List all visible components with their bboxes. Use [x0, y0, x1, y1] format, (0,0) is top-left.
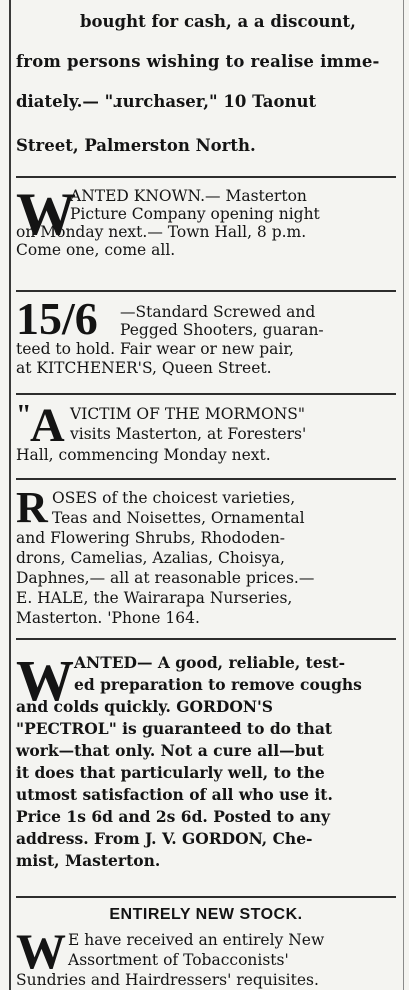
text-line: Pegged Shooters, guaran- [120, 321, 324, 339]
drop-cap: W [16, 181, 76, 247]
text-line: bought for cash, a a discount, [80, 12, 356, 31]
text-line: teed to hold. Fair wear or new pair, [16, 340, 294, 358]
text-line: it does that particularly well, to the [16, 763, 325, 782]
text-line: on Monday next.— Town Hall, 8 p.m. [16, 223, 307, 241]
ad-mormons [16, 398, 396, 476]
text-line: VICTIM OF THE MORMONS" [70, 405, 306, 423]
text-line: OSES of the choicest varieties, [52, 489, 296, 507]
text-line: Price 1s 6d and 2s 6d. Posted to any [16, 807, 330, 826]
text-line: diately.— "ɹurchaser," 10 Taonut [16, 92, 317, 111]
text-line: mist, Masterton. [16, 851, 161, 870]
divider [16, 638, 396, 640]
text-line: Hall, commencing Monday next. [16, 446, 271, 464]
drop-cap: W [16, 923, 66, 979]
text-line: ANTED KNOWN.— Masterton [70, 187, 307, 205]
text-line: drons, Camelias, Azalias, Choisya, [16, 549, 285, 567]
drop-cap: A [30, 399, 65, 452]
text-line: E. HALE, the Wairarapa Nurseries, [16, 589, 293, 607]
column-rule-right [403, 0, 404, 990]
text-line: Masterton. 'Phone 164. [16, 609, 200, 627]
text-line: Teas and Noisettes, Ornamental [52, 509, 305, 527]
text-line: at KITCHENER'S, Queen Street. [16, 359, 272, 377]
text-line: Picture Company opening night [70, 205, 320, 223]
text-line: from persons wishing to realise imme- [16, 52, 380, 71]
divider [16, 478, 396, 480]
text-line: Assortment of Tobacconists' [68, 951, 289, 969]
divider [16, 176, 396, 178]
text-line: "PECTROL" is guaranteed to do that [16, 719, 333, 738]
text-line: Street, Palmerston North. [16, 136, 256, 155]
divider [16, 896, 396, 898]
text-line: and Flowering Shrubs, Rhododen- [16, 529, 286, 547]
ad-roses [16, 484, 396, 634]
text-line: Sundries and Hairdressers' requisites. [16, 971, 319, 989]
column-rule-left [9, 0, 11, 990]
text-line: address. From J. V. GORDON, Che- [16, 829, 313, 848]
ad-wanted-known [16, 182, 396, 282]
text-line: work—that only. Not a cure all—but [16, 741, 324, 760]
text-line: —Standard Screwed and [120, 303, 316, 321]
drop-cap: W [16, 648, 74, 713]
text-line: visits Masterton, at Foresters' [70, 425, 307, 443]
drop-cap: R [16, 483, 48, 532]
ad-shooters [16, 293, 396, 391]
text-line: Come one, come all. [16, 241, 176, 259]
divider [16, 290, 396, 292]
text-line: ed preparation to remove coughs [74, 675, 362, 694]
quote-mark: " [16, 400, 32, 431]
drop-cap: 15/6 [16, 293, 98, 344]
text-line: utmost satisfaction of all who use it. [16, 785, 333, 804]
ad-new-stock [16, 902, 396, 990]
ad-heading: ENTIRELY NEW STOCK. [109, 906, 303, 923]
text-line: ANTED— A good, reliable, test- [74, 653, 346, 672]
text-line: and colds quickly. GORDON'S [16, 697, 273, 716]
divider [16, 393, 396, 395]
ad-gordon [16, 644, 396, 894]
text-line: Daphnes,— all at reasonable prices.— [16, 569, 315, 587]
text-line: E have received an entirely New [68, 931, 325, 949]
